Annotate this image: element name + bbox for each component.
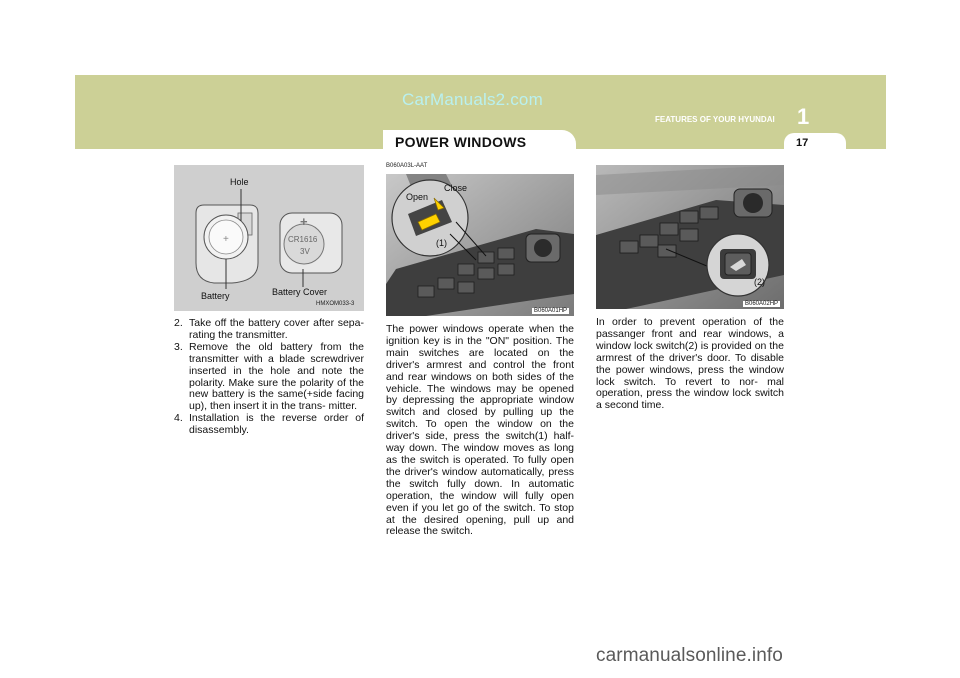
coin-voltage: 3V [300,247,310,256]
step-text: Installation is the reverse order of disassembly. [189,412,364,437]
list-item [174,318,364,342]
power-windows-description: The power windows operate when the ignition key is in the "ON" position. The main switches are located on the driver's armrest and control the front and rear windows on both sides of the vehicle. The windows may be opened by depressing the appropriate window switch and closed by pulling up the switch. To open the window on the driver's side, press the switch(1) half- way down. The window moves as long as the switch is operated. To fully open the driver's window automatically, press the switch fully down. In automatic operation, the window will fully open even if you let go of the switch. To stop at the desired opening, pull up and release the switch. [386,323,574,538]
chapter-number: 1 [797,104,810,129]
battery-illustration [174,165,364,311]
step-text: Take off the battery cover after sepa- rating the transmitter. [189,317,364,341]
list-item [174,342,364,413]
battery-figure [174,165,364,311]
switch-1-label: (1) [436,238,447,248]
step-text: Remove the old battery from the transmitter with a blade screwdriver inserted in the hole and note the polarity. Make sure the polarity of the new battery is the same(+side facing up), then insert it in the trans- mitter. [189,340,364,413]
power-window-figure-code: B060A01HP [534,308,568,314]
battery-figure-code: HMXOM033-3 [316,301,355,307]
section-title: POWER WINDOWS [395,134,527,150]
section-code: B060A03L-AAT [386,163,428,169]
lock-switch-figure [596,165,784,309]
lock-switch-illustration [596,165,784,309]
svg-text:+: + [223,234,229,245]
footer-watermark[interactable]: carmanualsonline.info [596,645,783,666]
coin-plus: + [300,214,308,229]
open-label: Open [406,192,429,202]
battery-cover-label: Battery Cover [272,287,328,297]
battery-label: Battery [201,291,230,301]
list-item [174,413,364,437]
switch-2-label: (2) [754,277,765,287]
window-lock-description: In order to prevent operation of the passanger front and rear windows, a window lock switch(2) is provided on the armrest of the driver's door. To disable the power windows, press the window lock switch. To revert to nor- mal operation, press the window lock switch a second time. [596,316,784,412]
site-watermark[interactable]: CarManuals2.com [402,90,543,109]
hole-label: Hole [230,177,249,187]
step-number: 2. [174,317,183,329]
page-number: 17 [796,137,809,149]
lock-switch-figure-code: B060A02HP [745,301,779,307]
battery-steps-list [174,318,364,437]
close-label: Close [444,183,468,193]
page-tab [784,133,846,153]
coin-model: CR1616 [288,235,318,244]
chapter-label: FEATURES OF YOUR HYUNDAI [655,115,775,124]
step-number: 4. [174,412,183,425]
step-number: 3. [174,340,183,353]
power-window-figure [386,174,574,316]
